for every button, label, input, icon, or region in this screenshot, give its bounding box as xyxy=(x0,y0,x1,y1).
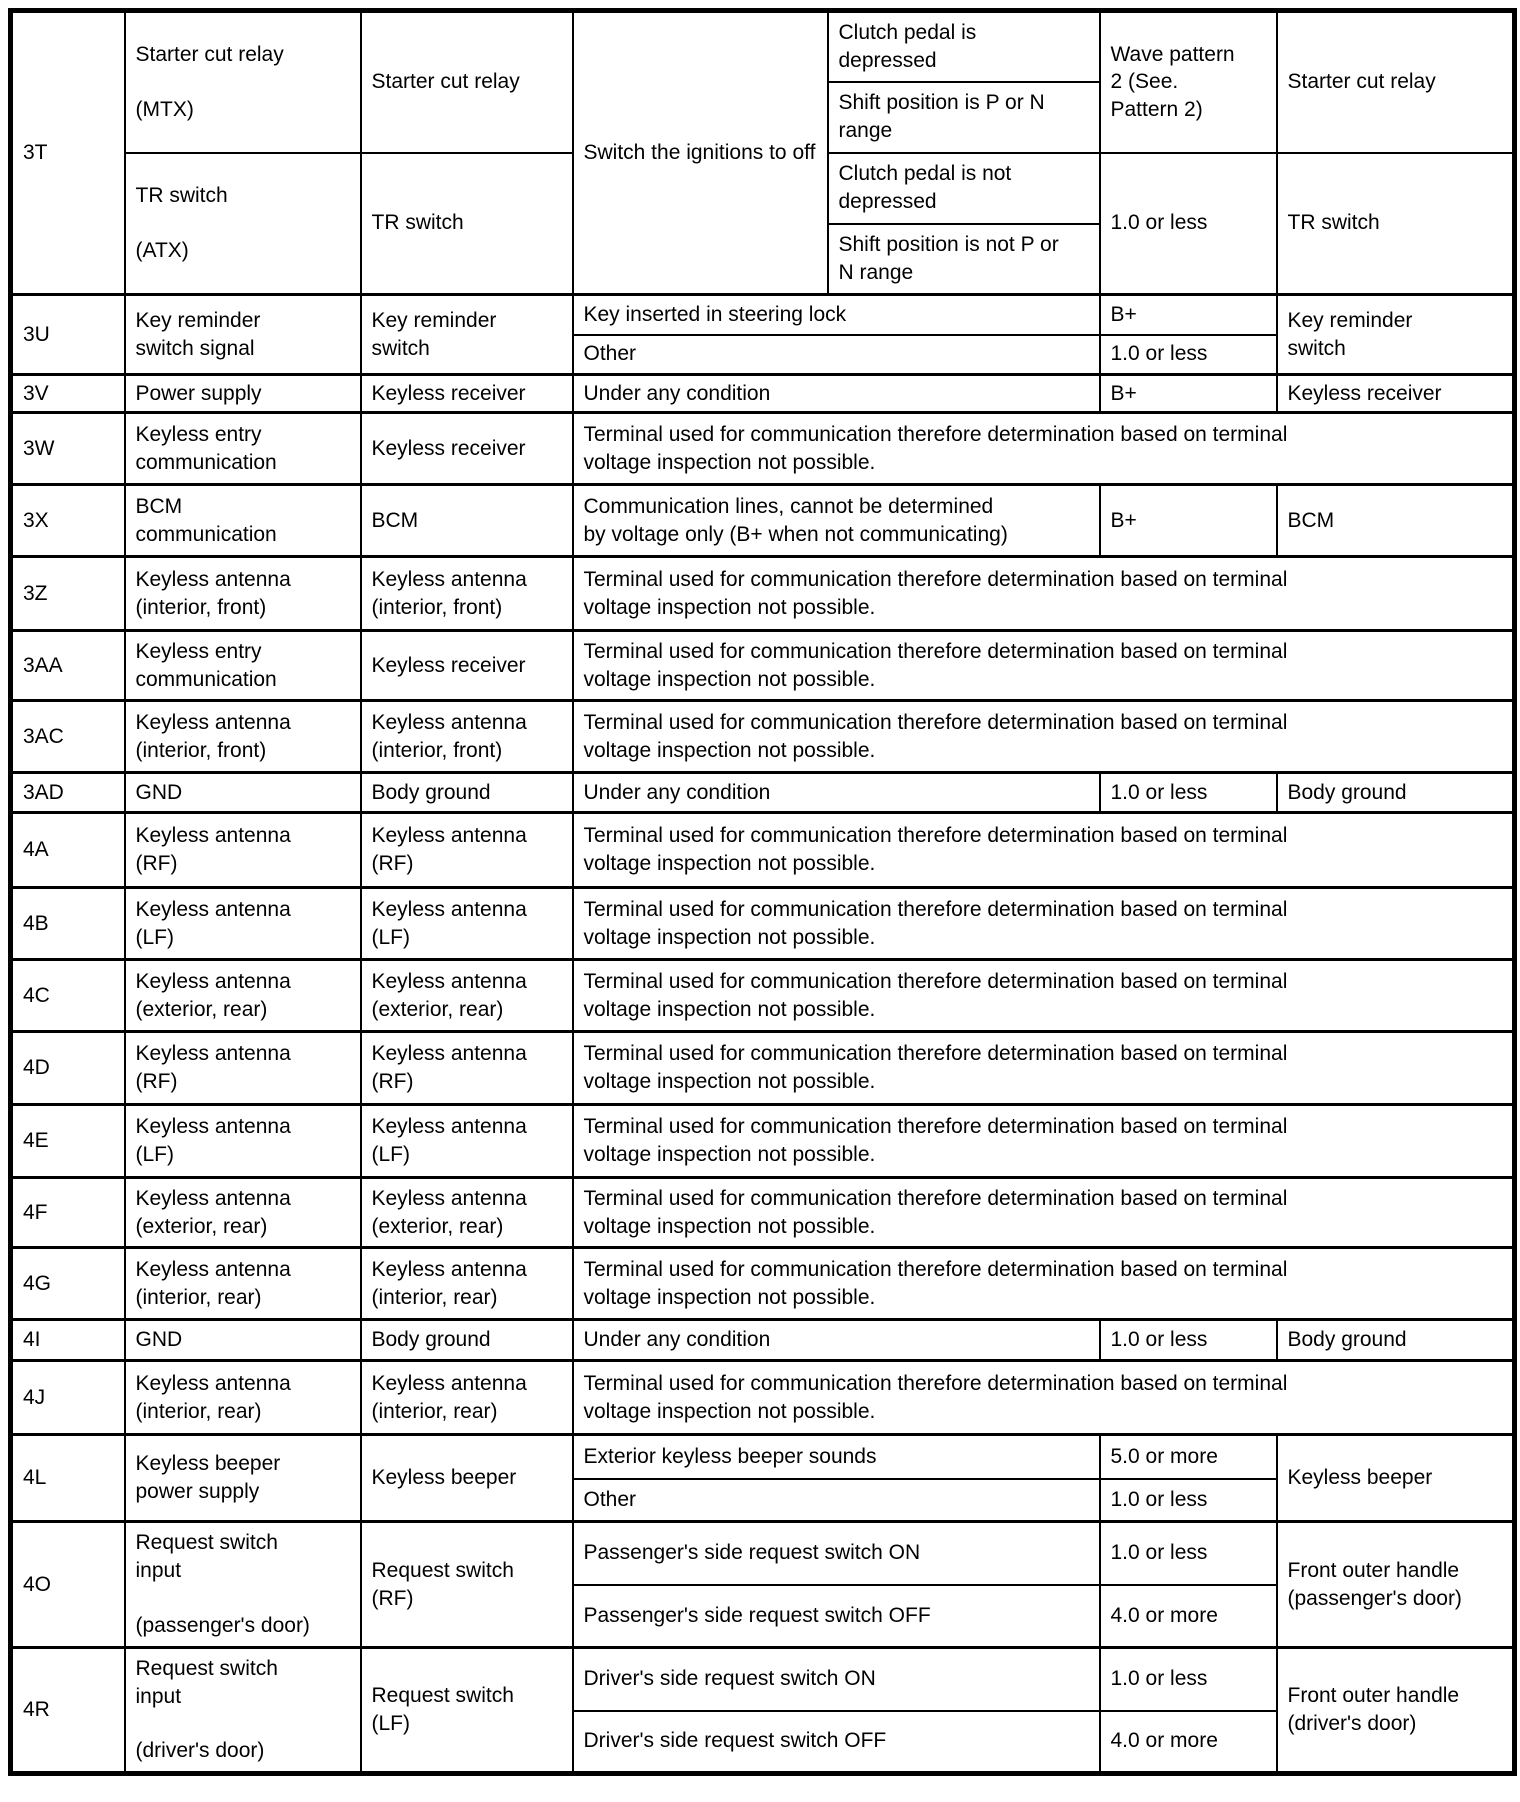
text-line: Shift position is P or N range xyxy=(838,91,1045,142)
cell-4j-signal xyxy=(125,1361,361,1435)
cell-4o-inspection xyxy=(1277,1522,1515,1648)
text-line: 1.0 or less xyxy=(1110,1541,1208,1565)
text-line: Key reminder switch xyxy=(1287,308,1413,360)
cell-3u-condition-1: Key inserted in steering lock xyxy=(573,295,1100,335)
text-line: Keyless antenna (interior, rear) xyxy=(135,1371,291,1423)
text-line: Switch the ignitions to off xyxy=(583,141,816,165)
cell-4r-condition-1: Driver's side request switch ON xyxy=(573,1648,1100,1711)
text-line: Keyless receiver xyxy=(371,653,526,677)
text-line: Key reminder switch signal xyxy=(135,308,261,360)
text-line: Clutch pedal is not depressed xyxy=(838,162,1012,213)
cell-4r-inspection xyxy=(1277,1648,1515,1774)
cell-3v-signal xyxy=(125,375,361,413)
cell-4o-condition-1: Passenger's side request switch ON xyxy=(573,1522,1100,1585)
text-line: Keyless antenna (interior, front) xyxy=(371,710,527,762)
cell-3z-note xyxy=(573,557,1515,631)
cell-4o-signal xyxy=(125,1522,361,1648)
text-line: Keyless antenna (interior, front) xyxy=(135,710,291,762)
text-line: Body ground xyxy=(1287,780,1407,804)
cell-3u-voltage-1 xyxy=(1100,295,1277,335)
cell-3t-connected-mtx xyxy=(361,11,573,153)
cell-4c-signal xyxy=(125,960,361,1032)
text-line: Keyless antenna (LF) xyxy=(371,897,527,949)
text-line: Shift position is not P or N range xyxy=(838,233,1059,284)
text-line: Terminal used for communication therefore determination based on terminal voltage inspection not possible. xyxy=(583,1042,1288,1093)
text-line: Terminal used for communication therefore determination based on terminal voltage inspection not possible. xyxy=(583,1371,1288,1423)
cell-3t-subcondition-3 xyxy=(828,153,1100,224)
text-line: GND xyxy=(135,780,183,804)
cell-3aa-code: 3AA xyxy=(11,631,125,701)
cell-4g-note xyxy=(573,1248,1515,1320)
cell-4g-code: 4G xyxy=(11,1248,125,1320)
cell-4l-signal xyxy=(125,1435,361,1522)
text-line: BCM xyxy=(371,508,419,532)
cell-4f-note xyxy=(573,1178,1515,1248)
text-line: 1.0 or less xyxy=(1110,342,1208,366)
cell-4e-note xyxy=(573,1105,1515,1178)
text-line: Keyless antenna (RF) xyxy=(371,1042,527,1093)
cell-4r-voltage-2 xyxy=(1100,1711,1277,1774)
cell-4e-signal xyxy=(125,1105,361,1178)
cell-4b-note xyxy=(573,888,1515,960)
text-line: 1.0 or less xyxy=(1110,211,1208,235)
text-line: Terminal used for communication therefore determination based on terminal voltage inspection not possible. xyxy=(583,639,1288,691)
signal-line: (driver's door) xyxy=(135,1739,265,1763)
cell-3x-voltage xyxy=(1100,485,1277,557)
cell-3x-connected xyxy=(361,485,573,557)
cell-4b-connected xyxy=(361,888,573,960)
cell-3ac-note xyxy=(573,701,1515,773)
cell-4l-connected xyxy=(361,1435,573,1522)
text-line: Terminal used for communication therefore determination based on terminal voltage inspection not possible. xyxy=(583,824,1288,875)
signal-line: TR switch xyxy=(135,184,228,208)
cell-4c-note xyxy=(573,960,1515,1032)
cell-4j-connected xyxy=(361,1361,573,1435)
text-line: BCM xyxy=(1287,508,1335,532)
text-line: Front outer handle (driver's door) xyxy=(1287,1684,1460,1735)
text-line: 1.0 or less xyxy=(1110,1487,1208,1511)
text-line: Keyless antenna (RF) xyxy=(371,824,527,875)
cell-3x-condition xyxy=(573,485,1100,557)
text-line: Front outer handle (passenger's door) xyxy=(1287,1558,1462,1610)
cell-4r-condition-2: Driver's side request switch OFF xyxy=(573,1711,1100,1774)
text-line: Keyless antenna (RF) xyxy=(135,824,291,875)
signal-line: Request switch input xyxy=(135,1656,278,1708)
cell-3t-voltage-2 xyxy=(1100,153,1277,295)
cell-4l-condition-1: Exterior keyless beeper sounds xyxy=(573,1435,1100,1479)
cell-3w-signal xyxy=(125,413,361,485)
cell-4i-condition: Under any condition xyxy=(573,1320,1100,1361)
text-line: Body ground xyxy=(371,1328,491,1352)
cell-4o-code: 4O xyxy=(11,1522,125,1648)
cell-4r-code: 4R xyxy=(11,1648,125,1774)
cell-3ad-signal xyxy=(125,773,361,813)
cell-4o-voltage-2 xyxy=(1100,1585,1277,1648)
cell-3t-inspection-atx xyxy=(1277,153,1515,295)
cell-4o-connected xyxy=(361,1522,573,1648)
cell-3aa-connected xyxy=(361,631,573,701)
cell-4a-connected xyxy=(361,813,573,888)
text-line: Keyless antenna (LF) xyxy=(371,1115,527,1166)
cell-3u-inspection xyxy=(1277,295,1515,375)
cell-3ad-inspection xyxy=(1277,773,1515,813)
cell-3t-condition xyxy=(573,11,828,295)
cell-3t-voltage-1 xyxy=(1100,11,1277,153)
cell-3ac-signal xyxy=(125,701,361,773)
cell-3ad-code: 3AD xyxy=(11,773,125,813)
cell-4r-signal xyxy=(125,1648,361,1774)
cell-3ac-connected xyxy=(361,701,573,773)
cell-3w-connected xyxy=(361,413,573,485)
text-line: Power supply xyxy=(135,381,262,405)
cell-3v-inspection xyxy=(1277,375,1515,413)
text-line: 4.0 or more xyxy=(1110,1729,1218,1753)
cell-3z-connected xyxy=(361,557,573,631)
cell-3u-connected xyxy=(361,295,573,375)
cell-3ad-condition: Under any condition xyxy=(573,773,1100,813)
cell-4d-connected xyxy=(361,1032,573,1105)
text-line: 1.0 or less xyxy=(1110,780,1208,804)
cell-3w-code: 3W xyxy=(11,413,125,485)
cell-3ac-code: 3AC xyxy=(11,701,125,773)
signal-line: (MTX) xyxy=(135,97,194,121)
text-line: Keyless antenna (exterior, rear) xyxy=(135,969,291,1021)
cell-4o-voltage-1 xyxy=(1100,1522,1277,1585)
cell-4j-code: 4J xyxy=(11,1361,125,1435)
cell-4f-signal xyxy=(125,1178,361,1248)
text-line: Wave pattern 2 (See. Pattern 2) xyxy=(1110,42,1235,122)
text-line: Body ground xyxy=(1287,1328,1407,1352)
cell-3t-signal-atx xyxy=(125,153,361,295)
cell-3t-subcondition-2 xyxy=(828,82,1100,153)
cell-3x-code: 3X xyxy=(11,485,125,557)
cell-4d-code: 4D xyxy=(11,1032,125,1105)
text-line: Keyless antenna (LF) xyxy=(135,1115,291,1166)
text-line: BCM communication xyxy=(135,494,277,546)
cell-4l-voltage-2 xyxy=(1100,1479,1277,1522)
text-line: Keyless antenna (LF) xyxy=(135,897,291,949)
cell-4a-signal xyxy=(125,813,361,888)
text-line: GND xyxy=(135,1328,183,1352)
text-line: Key reminder switch xyxy=(371,308,497,360)
cell-4f-connected xyxy=(361,1178,573,1248)
text-line: Clutch pedal is depressed xyxy=(838,21,977,72)
cell-4a-code: 4A xyxy=(11,813,125,888)
cell-3v-voltage xyxy=(1100,375,1277,413)
text-line: Keyless beeper power supply xyxy=(135,1452,281,1503)
cell-3x-inspection xyxy=(1277,485,1515,557)
text-line: Keyless antenna (interior, rear) xyxy=(371,1257,527,1309)
text-line: Starter cut relay xyxy=(371,70,520,94)
cell-3t-subcondition-4 xyxy=(828,224,1100,295)
cell-3t-subcondition-1 xyxy=(828,11,1100,82)
cell-4l-inspection xyxy=(1277,1435,1515,1522)
cell-4r-voltage-1 xyxy=(1100,1648,1277,1711)
text-line: Keyless entry communication xyxy=(135,639,277,691)
text-line: B+ xyxy=(1110,381,1137,405)
text-line: Keyless entry communication xyxy=(135,422,277,474)
text-line: Keyless antenna (RF) xyxy=(135,1042,291,1093)
text-line: Communication lines, cannot be determined by voltage only (B+ when not communicating) xyxy=(583,494,1008,546)
cell-4l-condition-2: Other xyxy=(573,1479,1100,1522)
cell-4e-code: 4E xyxy=(11,1105,125,1178)
signal-line: (ATX) xyxy=(135,238,189,262)
text-line: Terminal used for communication therefore determination based on terminal voltage inspection not possible. xyxy=(583,1115,1288,1166)
text-line: Keyless antenna (exterior, rear) xyxy=(371,969,527,1021)
text-line: Body ground xyxy=(371,780,491,804)
cell-3v-connected xyxy=(361,375,573,413)
cell-3t-code: 3T xyxy=(11,11,125,295)
cell-4i-voltage xyxy=(1100,1320,1277,1361)
cell-3v-code: 3V xyxy=(11,375,125,413)
text-line: Starter cut relay xyxy=(1287,70,1436,94)
text-line: Terminal used for communication therefore determination based on terminal voltage inspection not possible. xyxy=(583,897,1288,949)
text-line: Request switch (RF) xyxy=(371,1558,514,1610)
cell-3aa-note xyxy=(573,631,1515,701)
text-line: Keyless antenna (interior, rear) xyxy=(135,1257,291,1309)
cell-4e-connected xyxy=(361,1105,573,1178)
cell-3w-note xyxy=(573,413,1515,485)
cell-3z-signal xyxy=(125,557,361,631)
text-line: Keyless beeper xyxy=(1287,1466,1433,1490)
cell-3x-signal xyxy=(125,485,361,557)
signal-line: (passenger's door) xyxy=(135,1613,310,1637)
text-line: B+ xyxy=(1110,302,1137,326)
cell-4b-signal xyxy=(125,888,361,960)
cell-3t-signal-mtx xyxy=(125,11,361,153)
cell-3u-signal xyxy=(125,295,361,375)
text-line: TR switch xyxy=(1287,211,1380,235)
text-line: Terminal used for communication therefore determination based on terminal voltage inspection not possible. xyxy=(583,422,1288,474)
cell-3ad-voltage xyxy=(1100,773,1277,813)
cell-4d-note xyxy=(573,1032,1515,1105)
cell-4i-inspection xyxy=(1277,1320,1515,1361)
text-line: Terminal used for communication therefore determination based on terminal voltage inspection not possible. xyxy=(583,710,1288,762)
signal-line: Starter cut relay xyxy=(135,43,284,67)
text-line: Keyless receiver xyxy=(1287,381,1442,405)
text-line: Keyless receiver xyxy=(371,436,526,460)
text-line: Terminal used for communication therefore determination based on terminal voltage inspection not possible. xyxy=(583,1257,1288,1309)
cell-4j-note xyxy=(573,1361,1515,1435)
cell-3aa-signal xyxy=(125,631,361,701)
cell-4b-code: 4B xyxy=(11,888,125,960)
terminal-voltage-table xyxy=(8,8,1517,1776)
text-line: 1.0 or less xyxy=(1110,1667,1208,1691)
cell-3u-condition-2: Other xyxy=(573,335,1100,375)
cell-3t-connected-atx xyxy=(361,153,573,295)
cell-4c-connected xyxy=(361,960,573,1032)
cell-3u-voltage-2 xyxy=(1100,335,1277,375)
cell-3u-code: 3U xyxy=(11,295,125,375)
cell-4a-note xyxy=(573,813,1515,888)
text-line: Request switch (LF) xyxy=(371,1684,514,1735)
text-line: 1.0 or less xyxy=(1110,1328,1208,1352)
text-line: B+ xyxy=(1110,508,1137,532)
text-line: Keyless beeper xyxy=(371,1466,517,1490)
text-line: 4.0 or more xyxy=(1110,1603,1218,1627)
cell-4l-code: 4L xyxy=(11,1435,125,1522)
text-line: Keyless antenna (interior, front) xyxy=(135,567,291,619)
cell-3v-condition: Under any condition xyxy=(573,375,1100,413)
cell-3ad-connected xyxy=(361,773,573,813)
cell-4r-connected xyxy=(361,1648,573,1774)
text-line: Keyless antenna (exterior, rear) xyxy=(135,1186,291,1238)
text-line: 5.0 or more xyxy=(1110,1444,1218,1468)
cell-4o-condition-2: Passenger's side request switch OFF xyxy=(573,1585,1100,1648)
cell-4d-signal xyxy=(125,1032,361,1105)
cell-4g-connected xyxy=(361,1248,573,1320)
text-line: Keyless receiver xyxy=(371,381,526,405)
cell-3t-inspection-mtx xyxy=(1277,11,1515,153)
text-line: Keyless antenna (interior, rear) xyxy=(371,1371,527,1423)
signal-line: Request switch input xyxy=(135,1531,278,1583)
cell-4g-signal xyxy=(125,1248,361,1320)
cell-4f-code: 4F xyxy=(11,1178,125,1248)
cell-4c-code: 4C xyxy=(11,960,125,1032)
cell-4i-connected xyxy=(361,1320,573,1361)
cell-3z-code: 3Z xyxy=(11,557,125,631)
cell-4l-voltage-1 xyxy=(1100,1435,1277,1479)
text-line: Keyless antenna (interior, front) xyxy=(371,567,527,619)
text-line: TR switch xyxy=(371,211,464,235)
text-line: Terminal used for communication therefore determination based on terminal voltage inspection not possible. xyxy=(583,1186,1288,1238)
text-line: Keyless antenna (exterior, rear) xyxy=(371,1186,527,1238)
cell-4i-signal xyxy=(125,1320,361,1361)
text-line: Terminal used for communication therefore determination based on terminal voltage inspection not possible. xyxy=(583,969,1288,1021)
cell-4i-code: 4I xyxy=(11,1320,125,1361)
text-line: Terminal used for communication therefore determination based on terminal voltage inspection not possible. xyxy=(583,567,1288,619)
